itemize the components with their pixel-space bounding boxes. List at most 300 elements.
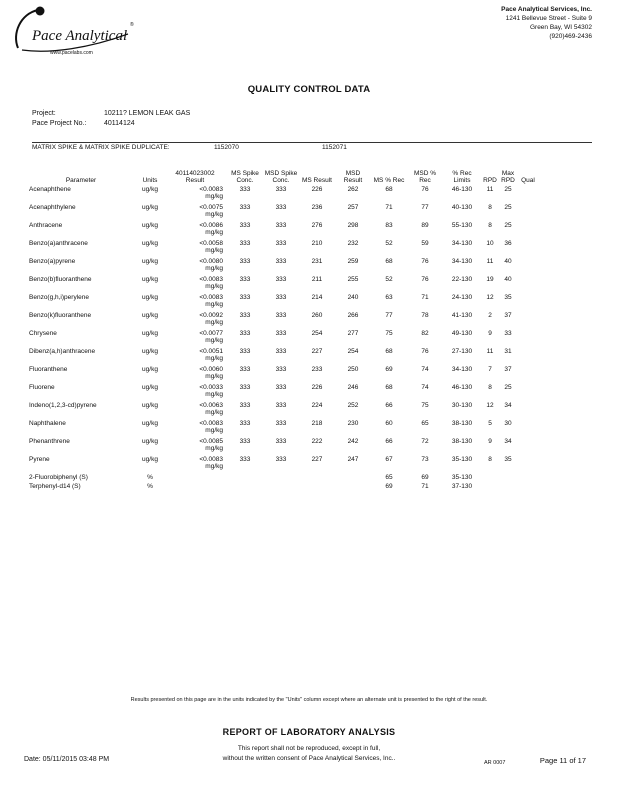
sample-result-unit: mg/kg	[205, 247, 223, 254]
cell-ms-rec: 83	[385, 222, 393, 229]
sample-result-value: <0.0075	[199, 204, 223, 211]
msmsd-label: MATRIX SPIKE & MATRIX SPIKE DUPLICATE:	[32, 144, 170, 151]
cell-rec-limits: 37-130	[451, 483, 473, 490]
pace-logo-swoosh-icon	[10, 4, 140, 60]
cell-sample-result	[166, 348, 227, 366]
cell-units: ug/kg	[142, 438, 158, 445]
cell-parameter: Benzo(g,h,i)perylene	[29, 294, 89, 301]
cell-msd-result	[335, 483, 371, 492]
cell-qual	[517, 186, 539, 204]
cell-qual	[517, 456, 539, 474]
cell-max-rpd: 40	[504, 258, 512, 265]
cell-ms-spike: 333	[239, 240, 251, 247]
cell-rpd	[481, 483, 499, 492]
cell-rpd: 12	[486, 402, 494, 409]
cell-max-rpd: 37	[504, 366, 512, 373]
cell-ms-spike	[227, 483, 263, 492]
cell-max-rpd: 33	[504, 330, 512, 337]
cell-rpd: 8	[488, 204, 492, 211]
cell-ms-rec: 71	[385, 204, 393, 211]
cell-ms-rec: 67	[385, 456, 393, 463]
project-label: Project:	[32, 110, 56, 117]
cell-ms-rec: 68	[385, 348, 393, 355]
cell-max-rpd: 25	[504, 384, 512, 391]
sample-result-unit: mg/kg	[205, 445, 223, 452]
cell-max-rpd	[499, 483, 517, 492]
col-parameter: Parameter	[65, 177, 97, 184]
cell-rpd: 12	[486, 294, 494, 301]
company-name: Pace Analytical Services, Inc.	[501, 6, 592, 13]
sample-result-value: <0.0083	[199, 294, 223, 301]
cell-rec-limits: 24-130	[451, 294, 473, 301]
cell-msd-spike: 333	[275, 312, 287, 319]
cell-units: ug/kg	[142, 276, 158, 283]
cell-sample-result	[166, 384, 227, 402]
qc-table	[28, 160, 539, 492]
cell-sample-result	[166, 312, 227, 330]
cell-qual	[517, 240, 539, 258]
cell-ms-spike	[227, 474, 263, 483]
cell-ms-spike: 333	[239, 294, 251, 301]
cell-units: ug/kg	[142, 402, 158, 409]
cell-msd-spike: 333	[275, 456, 287, 463]
cell-sample-result	[166, 204, 227, 222]
cell-msd-rec: 71	[421, 483, 429, 490]
cell-msd-rec: 76	[421, 348, 429, 355]
cell-units: ug/kg	[142, 258, 158, 265]
cell-rec-limits: 22-130	[451, 276, 473, 283]
col-ms-result: MS Result	[302, 177, 332, 184]
cell-msd-rec: 74	[421, 384, 429, 391]
cell-sample-result	[166, 240, 227, 258]
table-row	[28, 420, 539, 438]
cell-parameter: Terphenyl-d14 (S)	[29, 483, 81, 490]
table-row	[28, 456, 539, 474]
cell-rec-limits: 38-130	[451, 420, 473, 427]
cell-max-rpd	[499, 474, 517, 483]
table-row	[28, 204, 539, 222]
cell-msd-rec: 82	[421, 330, 429, 337]
cell-ms-rec: 60	[385, 420, 393, 427]
cell-max-rpd: 35	[504, 294, 512, 301]
page-title: QUALITY CONTROL DATA	[247, 84, 371, 95]
cell-units: ug/kg	[142, 384, 158, 391]
cell-rpd: 8	[488, 456, 492, 463]
cell-ms-result: 231	[311, 258, 323, 265]
cell-qual	[517, 330, 539, 348]
sample-result-unit: mg/kg	[205, 427, 223, 434]
table-row	[28, 258, 539, 276]
cell-parameter: Fluoranthene	[29, 366, 68, 373]
page-number: Page 11 of 17	[539, 756, 586, 765]
cell-ms-spike: 333	[239, 420, 251, 427]
cell-ms-spike: 333	[239, 276, 251, 283]
sample-result-unit: mg/kg	[205, 463, 223, 470]
report-title: REPORT OF LABORATORY ANALYSIS	[222, 727, 396, 737]
cell-units: ug/kg	[142, 456, 158, 463]
sample-result-value: <0.0058	[199, 240, 223, 247]
sample-result-value: <0.0083	[199, 456, 223, 463]
cell-rec-limits: 34-130	[451, 258, 473, 265]
sample-result-value: <0.0060	[199, 366, 223, 373]
cell-msd-result: 266	[347, 312, 359, 319]
cell-msd-spike	[263, 483, 299, 492]
cell-rpd: 9	[488, 330, 492, 337]
table-header-row	[28, 160, 539, 186]
cell-msd-rec: 89	[421, 222, 429, 229]
cell-ms-spike: 333	[239, 348, 251, 355]
cell-parameter: Anthracene	[29, 222, 63, 229]
cell-ms-spike: 333	[239, 456, 251, 463]
cell-ms-result	[299, 474, 335, 483]
cell-parameter: 2-Fluorobiphenyl (S)	[29, 474, 88, 481]
cell-msd-spike: 333	[275, 258, 287, 265]
cell-sample-result	[166, 258, 227, 276]
cell-ms-result: 276	[311, 222, 323, 229]
sample-result-value: <0.0033	[199, 384, 223, 391]
cell-units: ug/kg	[142, 294, 158, 301]
table-row	[28, 366, 539, 384]
msd-id: 1152071	[322, 144, 347, 151]
cell-msd-rec: 74	[421, 366, 429, 373]
sample-result-unit: mg/kg	[205, 319, 223, 326]
cell-rec-limits: 46-130	[451, 186, 473, 193]
col-qual: Qual	[521, 177, 535, 184]
sample-result-unit: mg/kg	[205, 373, 223, 380]
cell-units: ug/kg	[142, 420, 158, 427]
cell-units: ug/kg	[142, 366, 158, 373]
cell-msd-rec: 75	[421, 402, 429, 409]
cell-units: ug/kg	[142, 222, 158, 229]
sample-result-value: <0.0083	[199, 186, 223, 193]
project-info	[32, 109, 190, 129]
cell-rec-limits: 30-130	[451, 402, 473, 409]
col-sample-result: 40114023002 Result	[175, 170, 215, 184]
cell-ms-rec: 68	[385, 384, 393, 391]
cell-qual	[517, 312, 539, 330]
cell-ms-spike: 333	[239, 222, 251, 229]
report-date: Date: 05/11/2015 03:48 PM	[24, 756, 110, 763]
cell-rpd: 9	[488, 438, 492, 445]
sample-result-value: <0.0092	[199, 312, 223, 319]
cell-msd-spike: 333	[275, 186, 287, 193]
cell-msd-rec: 71	[421, 294, 429, 301]
cell-qual	[517, 402, 539, 420]
cell-msd-spike: 333	[275, 330, 287, 337]
cell-max-rpd: 34	[504, 402, 512, 409]
cell-ms-spike: 333	[239, 402, 251, 409]
table-row	[28, 330, 539, 348]
cell-rec-limits: 46-130	[451, 384, 473, 391]
cell-msd-result: 255	[347, 276, 359, 283]
cell-units: ug/kg	[142, 204, 158, 211]
col-ms-spike: MS Spike Conc.	[231, 170, 259, 184]
table-row	[28, 222, 539, 240]
table-row	[28, 312, 539, 330]
cell-qual	[517, 366, 539, 384]
col-rec-limits: % Rec Limits	[452, 170, 472, 184]
cell-parameter: Naphthalene	[29, 420, 66, 427]
cell-max-rpd: 25	[504, 222, 512, 229]
table-row	[28, 294, 539, 312]
cell-msd-result: 242	[347, 438, 359, 445]
cell-msd-spike: 333	[275, 420, 287, 427]
cell-units: %	[147, 474, 153, 481]
sample-result-value: <0.0083	[199, 276, 223, 283]
col-msd-result: MSD Result	[343, 170, 363, 184]
cell-max-rpd: 31	[504, 348, 512, 355]
cell-parameter: Acenaphthylene	[29, 204, 76, 211]
sample-result-value: <0.0077	[199, 330, 223, 337]
cell-sample-result	[166, 294, 227, 312]
table-row	[28, 240, 539, 258]
cell-msd-rec: 69	[421, 474, 429, 481]
cell-parameter: Pyrene	[29, 456, 50, 463]
cell-msd-result: 277	[347, 330, 359, 337]
company-address	[501, 5, 592, 41]
cell-msd-result: 246	[347, 384, 359, 391]
cell-rpd: 8	[488, 384, 492, 391]
cell-units: ug/kg	[142, 348, 158, 355]
sample-result-unit: mg/kg	[205, 193, 223, 200]
cell-qual	[517, 222, 539, 240]
cell-ms-result: 227	[311, 456, 323, 463]
col-msd-rec: MSD % Rec	[413, 170, 437, 184]
cell-rpd: 11	[486, 258, 494, 265]
cell-qual	[517, 420, 539, 438]
cell-ms-spike: 333	[239, 204, 251, 211]
cell-msd-result: 240	[347, 294, 359, 301]
sample-result-unit: mg/kg	[205, 409, 223, 416]
cell-msd-rec: 73	[421, 456, 429, 463]
cell-ms-rec: 68	[385, 186, 393, 193]
cell-rpd: 11	[486, 348, 494, 355]
cell-rec-limits: 34-130	[451, 240, 473, 247]
cell-sample-result	[166, 483, 227, 492]
cell-units: ug/kg	[142, 186, 158, 193]
cell-rpd: 19	[486, 276, 494, 283]
cell-msd-result: 262	[347, 186, 359, 193]
cell-parameter: Benzo(a)anthracene	[29, 240, 88, 247]
cell-msd-spike	[263, 474, 299, 483]
table-row	[28, 276, 539, 294]
cell-rec-limits: 35-130	[451, 456, 473, 463]
cell-rpd: 7	[488, 366, 492, 373]
cell-msd-result: 230	[347, 420, 359, 427]
cell-sample-result	[166, 222, 227, 240]
col-units: Units	[142, 177, 158, 184]
cell-qual	[517, 483, 539, 492]
cell-msd-spike: 333	[275, 348, 287, 355]
cell-sample-result	[166, 366, 227, 384]
cell-ms-rec: 69	[385, 366, 393, 373]
cell-sample-result	[166, 420, 227, 438]
cell-ms-result: 233	[311, 366, 323, 373]
cell-max-rpd: 25	[504, 186, 512, 193]
sample-result-unit: mg/kg	[205, 283, 223, 290]
cell-ms-result: 224	[311, 402, 323, 409]
sample-result-unit: mg/kg	[205, 211, 223, 218]
cell-sample-result	[166, 456, 227, 474]
cell-sample-result	[166, 276, 227, 294]
cell-ms-result: 211	[311, 276, 323, 283]
surrogate-row	[28, 474, 539, 483]
cell-parameter: Benzo(k)fluoranthene	[29, 312, 92, 319]
cell-sample-result	[166, 438, 227, 456]
cell-ms-rec: 77	[385, 312, 393, 319]
sample-result-unit: mg/kg	[205, 391, 223, 398]
sample-result-value: <0.0080	[199, 258, 223, 265]
cell-units: ug/kg	[142, 330, 158, 337]
cell-qual	[517, 276, 539, 294]
cell-msd-spike: 333	[275, 222, 287, 229]
cell-msd-rec: 77	[421, 204, 429, 211]
cell-ms-result: 210	[311, 240, 323, 247]
cell-rpd	[481, 474, 499, 483]
logo-subtext: www.pacelabs.com	[50, 50, 93, 56]
cell-qual	[517, 204, 539, 222]
cell-sample-result	[166, 474, 227, 483]
cell-ms-result: 227	[311, 348, 323, 355]
cell-rpd: 11	[486, 186, 494, 193]
cell-rec-limits: 55-130	[451, 222, 473, 229]
cell-msd-spike: 333	[275, 294, 287, 301]
cell-msd-spike: 333	[275, 366, 287, 373]
pace-logo	[10, 4, 140, 60]
cell-rpd: 2	[488, 312, 492, 319]
cell-max-rpd: 30	[504, 420, 512, 427]
cell-rec-limits: 38-130	[451, 438, 473, 445]
msmsd-line	[32, 142, 592, 152]
cell-qual	[517, 474, 539, 483]
cell-msd-rec: 76	[421, 186, 429, 193]
cell-ms-rec: 66	[385, 438, 393, 445]
table-row	[28, 348, 539, 366]
cell-parameter: Phenanthrene	[29, 438, 70, 445]
surrogate-row	[28, 483, 539, 492]
cell-ms-result: 236	[311, 204, 323, 211]
col-rpd: RPD	[483, 177, 497, 184]
cell-sample-result	[166, 186, 227, 204]
table-row	[28, 402, 539, 420]
cell-rec-limits: 41-130	[451, 312, 473, 319]
cell-rec-limits: 27-130	[451, 348, 473, 355]
cell-ms-spike: 333	[239, 384, 251, 391]
sample-result-value: <0.0063	[199, 402, 223, 409]
cell-ms-rec: 75	[385, 330, 393, 337]
cell-rec-limits: 35-130	[451, 474, 473, 481]
logo-text: Pace Analytical	[32, 28, 128, 44]
cell-msd-result: 247	[347, 456, 359, 463]
cell-msd-result: 298	[347, 222, 359, 229]
pace-project-label: Pace Project No.:	[32, 120, 87, 127]
col-msd-spike: MSD Spike Conc.	[264, 170, 298, 184]
cell-parameter: Indeno(1,2,3-cd)pyrene	[29, 402, 97, 409]
cell-msd-result: 254	[347, 348, 359, 355]
sample-result-value: <0.0083	[199, 420, 223, 427]
cell-qual	[517, 294, 539, 312]
cell-max-rpd: 25	[504, 204, 512, 211]
cell-ms-rec: 69	[385, 483, 393, 490]
cell-units: %	[147, 483, 153, 490]
cell-parameter: Benzo(a)pyrene	[29, 258, 76, 265]
sample-result-unit: mg/kg	[205, 301, 223, 308]
col-max-rpd: Max RPD	[501, 170, 515, 184]
cell-rpd: 5	[488, 420, 492, 427]
cell-ms-result: 218	[311, 420, 323, 427]
cell-ms-result: 214	[311, 294, 323, 301]
stamp-code: AR 0007	[484, 760, 506, 766]
cell-qual	[517, 348, 539, 366]
sample-result-value: <0.0051	[199, 348, 223, 355]
cell-ms-rec: 66	[385, 402, 393, 409]
cell-parameter: Acenaphthene	[29, 186, 71, 193]
cell-msd-spike: 333	[275, 240, 287, 247]
cell-msd-rec: 76	[421, 276, 429, 283]
cell-msd-spike: 333	[275, 402, 287, 409]
cell-sample-result	[166, 330, 227, 348]
cell-msd-result: 259	[347, 258, 359, 265]
cell-msd-rec: 59	[421, 240, 429, 247]
cell-ms-result: 260	[311, 312, 323, 319]
cell-ms-spike: 333	[239, 258, 251, 265]
repro-line-2: without the written consent of Pace Analytical Services, Inc..	[222, 755, 396, 762]
cell-msd-result	[335, 474, 371, 483]
cell-msd-rec: 72	[421, 438, 429, 445]
cell-ms-rec: 65	[385, 474, 393, 481]
cell-qual	[517, 258, 539, 276]
cell-qual	[517, 438, 539, 456]
table-row	[28, 186, 539, 204]
ms-id: 1152070	[214, 144, 239, 151]
table-row	[28, 438, 539, 456]
cell-units: ug/kg	[142, 312, 158, 319]
cell-ms-result: 226	[311, 186, 323, 193]
sample-result-unit: mg/kg	[205, 337, 223, 344]
pace-project-value: 40114124	[104, 120, 135, 127]
cell-rpd: 8	[488, 222, 492, 229]
cell-ms-rec: 52	[385, 240, 393, 247]
address-line-2: Green Bay, WI 54302	[529, 24, 592, 31]
cell-ms-result: 254	[311, 330, 323, 337]
company-phone: (920)469-2436	[549, 33, 592, 40]
cell-ms-rec: 68	[385, 258, 393, 265]
units-footnote: Results presented on this page are in the units indicated by the "Units" column except where an alternate unit is presented to the right of the result.	[130, 697, 488, 703]
cell-parameter: Dibenz(a,h)anthracene	[29, 348, 96, 355]
table-row	[28, 384, 539, 402]
cell-msd-spike: 333	[275, 276, 287, 283]
cell-msd-result: 252	[347, 402, 359, 409]
cell-ms-spike: 333	[239, 312, 251, 319]
cell-msd-result: 257	[347, 204, 359, 211]
project-value: 10211? LEMON LEAK GAS	[104, 110, 191, 117]
col-ms-rec: MS % Rec	[373, 177, 405, 184]
cell-qual	[517, 384, 539, 402]
cell-msd-spike: 333	[275, 438, 287, 445]
sample-result-value: <0.0086	[199, 222, 223, 229]
cell-msd-rec: 65	[421, 420, 429, 427]
cell-sample-result	[166, 402, 227, 420]
cell-ms-spike: 333	[239, 186, 251, 193]
cell-msd-rec: 76	[421, 258, 429, 265]
cell-max-rpd: 36	[504, 240, 512, 247]
cell-rec-limits: 34-130	[451, 366, 473, 373]
sample-result-unit: mg/kg	[205, 265, 223, 272]
svg-text:®: ®	[130, 22, 134, 28]
cell-max-rpd: 34	[504, 438, 512, 445]
cell-ms-result: 226	[311, 384, 323, 391]
sample-result-value: <0.0085	[199, 438, 223, 445]
